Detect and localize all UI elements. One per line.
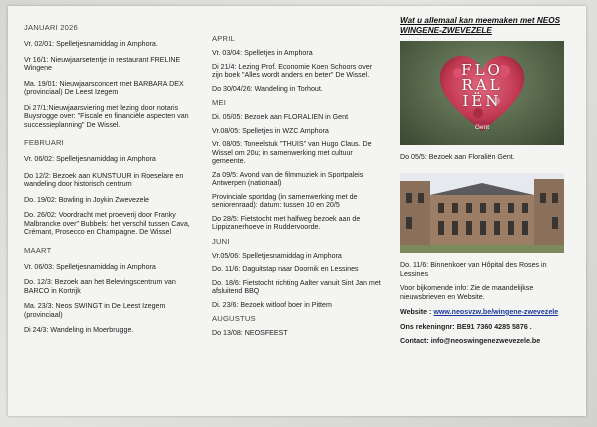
column-april-august (212, 34, 384, 343)
building-caption: Do. 11/6: Binnenkoer van Hôpital des Roses in Lessines (400, 261, 547, 278)
floralien-caption: Do 05/5: Bezoek aan Floraliën Gent. (400, 152, 515, 161)
event-item: Vr 16/1: Nieuwjaarsetentje in restaurant FRELINE Wingene (24, 55, 181, 72)
event-item: Vr. 02/01: Spelletjesnamiddag in Amphora. (24, 40, 158, 48)
contact-email: Contact: info@neoswingenezwevezele.be (400, 337, 541, 346)
hopital-des-roses-photo (400, 173, 564, 253)
event-item: Provinciale sportdag (in samenwerking met de seniorenraad): datum: tussen 10 en 20/5 (212, 192, 358, 209)
event-item: Do. 12/3: Bezoek aan het Belevingscentrum van BARCO in Kortrijk (24, 278, 176, 295)
website-line (400, 308, 572, 317)
column-highlights (400, 16, 572, 352)
event-item: Vr. 03/04: Spelletjes in Amphora (212, 49, 313, 57)
event-item: Vr. 08/05: Toneelstuk "THUIS" van Hugo Claus. De Wissel om 20u; in samenwerking met cultuur gemeente. (212, 140, 372, 165)
column-january-march (24, 23, 199, 342)
event-item: Di. 23/6: Bezoek witloof boer in Pittem (212, 300, 332, 309)
more-info-text: Voor bijkomende info: Zie de maandelijkse nieuwsbrieven en Website. (400, 284, 534, 301)
event-item: Do 28/5: Fietstocht met halfweg bezoek aan de Lippizanerhoeve in Ruddervoorde. (212, 214, 361, 231)
event-item: Do. 18/6: Fietstocht richting Aalter vanuit Sint Jan met afsluitend BBQ (212, 278, 381, 295)
event-item: Vr. 06/03: Spelletjesnamiddag in Amphora (24, 262, 156, 271)
month-header-february: FEBRUARI (24, 138, 64, 147)
event-item: Di 21/4: Lezing Prof. Economie Koen Schoors over zijn boek "Alles wordt anders en beter" De Wissel. (212, 62, 373, 79)
floralien-logo-sub: Gent (474, 123, 490, 131)
event-item: Do 12/2: Bezoek aan KUNSTUUR in Roeselare en wandeling door historisch centrum (24, 171, 184, 188)
account-number: Ons rekeningnr: BE91 7360 4285 5876 . (400, 322, 532, 331)
event-item: Do 13/08: NEOSFEEST (212, 329, 288, 337)
month-header-may: MEI (212, 98, 227, 107)
floralien-photo (400, 41, 564, 145)
event-item: Ma. 19/01: Nieuwjaarsconcert met BARBARA DEX (provinciaal) De Leest Izegem (24, 79, 184, 96)
event-item: Za 09/5: Avond van de filmmuziek in Sportpaleis Antwerpen (nationaal) (212, 170, 364, 187)
month-header-march: MAART (24, 245, 52, 255)
event-item: Do. 19/02: Bowling in Joykin Zwevezele (24, 195, 149, 204)
month-header-april: APRIL (212, 34, 235, 43)
floralien-logo-text: FLO RAL IËN (461, 60, 503, 110)
event-item: Do 30/04/26: Wandeling in Torhout. (212, 84, 323, 93)
month-header-june: JUNI (212, 236, 230, 246)
month-header-august: AUGUSTUS (212, 314, 256, 323)
event-item: Di. 05/05: Bezoek aan FLORALIEN in Gent (212, 113, 349, 121)
event-item: Do. 26/02: Voordracht met proeverij door Franky Malbrancke over" Bubbels: het verschil tussen Cava, Crémant, Prosecco en Champagne. De Wissel (24, 211, 190, 236)
event-item: Di 27/1:Nieuwjaarsviering met lezing door notaris Buysrogge over: "Fiscale en financiële aspecten van successieplanning" De Wissel. (24, 103, 189, 129)
event-item: Do. 11/6: Daguitstap naar Doornik en Lessines (212, 265, 359, 273)
website-label: Website : (400, 307, 434, 316)
building-courtyard (400, 173, 564, 253)
flyer-sheet (8, 6, 586, 416)
event-item: Ma. 23/3: Neos SWINGT in De Leest Izegem (provinciaal) (24, 302, 166, 319)
website-link[interactable]: www.neosvzw.be/wingene-zwevezele (433, 307, 559, 316)
event-item: Di 24/3: Wandeling in Moerbrugge. (24, 326, 134, 334)
event-item: Vr. 06/02: Spelletjesnamiddag in Amphora (24, 155, 156, 163)
flyer-title: Wat u allemaal kan meemaken met NEOS WINGENE-ZWEVEZELE (400, 16, 561, 36)
event-item: Vr.05/06: Spelletjesnamiddag in Amphora (212, 251, 342, 260)
month-header-january: JANUARI 2026 (24, 23, 78, 32)
event-item: Vr.08/05: Spelletjes in WZC Amphora (212, 126, 329, 135)
